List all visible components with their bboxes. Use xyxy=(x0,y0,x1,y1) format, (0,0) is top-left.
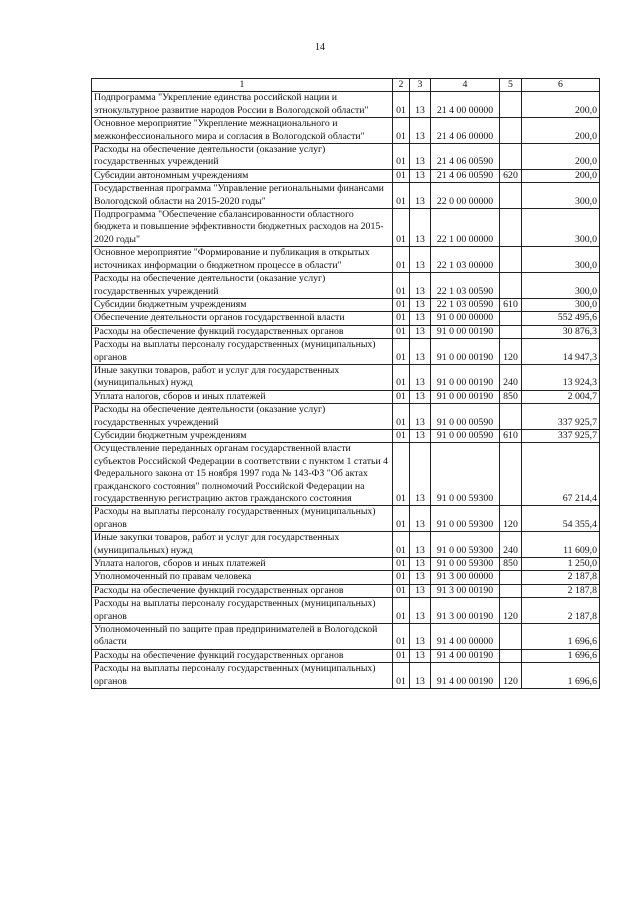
budget-table xyxy=(91,78,600,689)
subsection-code-cell: 13 xyxy=(410,118,431,144)
row-name-cell: Иные закупки товаров, работ и услуг для государственных (муниципальных) нужд xyxy=(92,532,393,558)
subsection-code-cell: 13 xyxy=(410,339,431,365)
subsection-code-cell: 13 xyxy=(410,390,431,403)
table-row xyxy=(92,339,600,365)
subsection-code-cell: 13 xyxy=(410,571,431,584)
expense-type-cell xyxy=(500,183,522,209)
table-row xyxy=(92,209,600,247)
target-article-cell: 91 4 00 00190 xyxy=(431,663,500,689)
page-number: 14 xyxy=(315,42,325,53)
amount-cell: 13 924,3 xyxy=(522,364,600,390)
row-name-cell: Расходы на выплаты персоналу государственных (муниципальных) органов xyxy=(92,339,393,365)
table-row xyxy=(92,663,600,689)
subsection-code-cell: 13 xyxy=(410,144,431,170)
amount-cell: 54 355,4 xyxy=(522,506,600,532)
amount-cell: 200,0 xyxy=(522,118,600,144)
section-code-cell: 01 xyxy=(393,404,410,430)
target-article-cell: 91 0 00 00190 xyxy=(431,339,500,365)
subsection-code-cell: 13 xyxy=(410,429,431,442)
table-row xyxy=(92,649,600,662)
section-code-cell: 01 xyxy=(393,298,410,311)
subsection-code-cell: 13 xyxy=(410,663,431,689)
subsection-code-cell: 13 xyxy=(410,404,431,430)
table-row xyxy=(92,443,600,506)
expense-type-cell xyxy=(500,247,522,273)
target-article-cell: 91 0 00 59300 xyxy=(431,443,500,506)
target-article-cell: 91 0 00 00190 xyxy=(431,390,500,403)
amount-cell: 14 947,3 xyxy=(522,339,600,365)
amount-cell: 300,0 xyxy=(522,298,600,311)
expense-type-cell xyxy=(500,325,522,338)
target-article-cell: 91 4 00 00190 xyxy=(431,649,500,662)
section-code-cell: 01 xyxy=(393,598,410,624)
section-code-cell: 01 xyxy=(393,429,410,442)
amount-cell: 200,0 xyxy=(522,169,600,182)
row-name-cell: Государственная программа "Управление региональными финансами Вологодской области на 2015-2020 годы" xyxy=(92,183,393,209)
column-header: 1 xyxy=(92,79,393,92)
expense-type-cell xyxy=(500,649,522,662)
target-article-cell: 91 3 00 00190 xyxy=(431,584,500,597)
table-row xyxy=(92,169,600,182)
subsection-code-cell: 13 xyxy=(410,624,431,650)
target-article-cell: 91 0 00 00000 xyxy=(431,312,500,325)
target-article-cell: 91 0 00 00590 xyxy=(431,429,500,442)
target-article-cell: 22 0 00 00000 xyxy=(431,183,500,209)
subsection-code-cell: 13 xyxy=(410,298,431,311)
subsection-code-cell: 13 xyxy=(410,312,431,325)
expense-type-cell: 120 xyxy=(500,506,522,532)
expense-type-cell: 850 xyxy=(500,558,522,571)
section-code-cell: 01 xyxy=(393,209,410,247)
target-article-cell: 91 0 00 59300 xyxy=(431,532,500,558)
target-article-cell: 91 0 00 00590 xyxy=(431,404,500,430)
section-code-cell: 01 xyxy=(393,390,410,403)
table-row xyxy=(92,92,600,118)
amount-cell: 1 250,0 xyxy=(522,558,600,571)
table-row xyxy=(92,390,600,403)
amount-cell: 200,0 xyxy=(522,92,600,118)
expense-type-cell: 120 xyxy=(500,339,522,365)
amount-cell: 552 495,6 xyxy=(522,312,600,325)
expense-type-cell: 240 xyxy=(500,532,522,558)
amount-cell: 300,0 xyxy=(522,209,600,247)
row-name-cell: Расходы на обеспечение функций государственных органов xyxy=(92,325,393,338)
table-header-row xyxy=(92,79,600,92)
table-row xyxy=(92,273,600,299)
amount-cell: 337 925,7 xyxy=(522,404,600,430)
row-name-cell: Расходы на обеспечение деятельности (оказание услуг) государственных учреждений xyxy=(92,273,393,299)
section-code-cell: 01 xyxy=(393,571,410,584)
expense-type-cell xyxy=(500,312,522,325)
amount-cell: 11 609,0 xyxy=(522,532,600,558)
row-name-cell: Основное мероприятие "Формирование и публикация в открытых источниках информации о бюджетном процессе в области" xyxy=(92,247,393,273)
section-code-cell: 01 xyxy=(393,649,410,662)
amount-cell: 200,0 xyxy=(522,144,600,170)
target-article-cell: 91 3 00 00190 xyxy=(431,598,500,624)
expense-type-cell: 240 xyxy=(500,364,522,390)
subsection-code-cell: 13 xyxy=(410,598,431,624)
table-row xyxy=(92,532,600,558)
amount-cell: 1 696,6 xyxy=(522,649,600,662)
row-name-cell: Субсидии автономным учреждениям xyxy=(92,169,393,182)
target-article-cell: 22 1 03 00590 xyxy=(431,298,500,311)
expense-type-cell xyxy=(500,584,522,597)
target-article-cell: 22 1 03 00590 xyxy=(431,273,500,299)
section-code-cell: 01 xyxy=(393,273,410,299)
section-code-cell: 01 xyxy=(393,443,410,506)
amount-cell: 2 187,8 xyxy=(522,571,600,584)
expense-type-cell: 120 xyxy=(500,598,522,624)
table-body xyxy=(92,92,600,689)
table-row xyxy=(92,364,600,390)
expense-type-cell xyxy=(500,273,522,299)
subsection-code-cell: 13 xyxy=(410,273,431,299)
expense-type-cell xyxy=(500,144,522,170)
table-row xyxy=(92,404,600,430)
subsection-code-cell: 13 xyxy=(410,443,431,506)
row-name-cell: Уполномоченный по правам человека xyxy=(92,571,393,584)
expense-type-cell xyxy=(500,92,522,118)
amount-cell: 2 187,8 xyxy=(522,598,600,624)
target-article-cell: 21 4 06 00000 xyxy=(431,118,500,144)
expense-type-cell xyxy=(500,571,522,584)
amount-cell: 1 696,6 xyxy=(522,624,600,650)
expense-type-cell: 620 xyxy=(500,169,522,182)
expense-type-cell: 120 xyxy=(500,663,522,689)
target-article-cell: 22 1 00 00000 xyxy=(431,209,500,247)
row-name-cell: Расходы на выплаты персоналу государственных (муниципальных) органов xyxy=(92,663,393,689)
target-article-cell: 91 4 00 00000 xyxy=(431,624,500,650)
section-code-cell: 01 xyxy=(393,247,410,273)
row-name-cell: Подпрограмма "Обеспечение сбалансированности областного бюджета и повышение эффективности бюджетных расходов на 2015-2020 годы" xyxy=(92,209,393,247)
section-code-cell: 01 xyxy=(393,92,410,118)
row-name-cell: Расходы на выплаты персоналу государственных (муниципальных) органов xyxy=(92,598,393,624)
subsection-code-cell: 13 xyxy=(410,364,431,390)
row-name-cell: Основное мероприятие "Укрепление межнационального и межконфессионального мира и согласия в Вологодской области" xyxy=(92,118,393,144)
row-name-cell: Субсидии бюджетным учреждениям xyxy=(92,298,393,311)
column-header: 5 xyxy=(500,79,522,92)
subsection-code-cell: 13 xyxy=(410,649,431,662)
column-header: 3 xyxy=(410,79,431,92)
row-name-cell: Расходы на обеспечение функций государственных органов xyxy=(92,584,393,597)
expense-type-cell: 610 xyxy=(500,429,522,442)
table-row xyxy=(92,144,600,170)
section-code-cell: 01 xyxy=(393,169,410,182)
amount-cell: 337 925,7 xyxy=(522,429,600,442)
column-header: 2 xyxy=(393,79,410,92)
table-row xyxy=(92,598,600,624)
section-code-cell: 01 xyxy=(393,558,410,571)
expense-type-cell: 610 xyxy=(500,298,522,311)
subsection-code-cell: 13 xyxy=(410,183,431,209)
section-code-cell: 01 xyxy=(393,584,410,597)
expense-type-cell xyxy=(500,624,522,650)
expense-type-cell: 850 xyxy=(500,390,522,403)
subsection-code-cell: 13 xyxy=(410,506,431,532)
section-code-cell: 01 xyxy=(393,364,410,390)
section-code-cell: 01 xyxy=(393,312,410,325)
subsection-code-cell: 13 xyxy=(410,92,431,118)
section-code-cell: 01 xyxy=(393,183,410,209)
target-article-cell: 91 0 00 00190 xyxy=(431,364,500,390)
row-name-cell: Обеспечение деятельности органов государственной власти xyxy=(92,312,393,325)
target-article-cell: 22 1 03 00000 xyxy=(431,247,500,273)
target-article-cell: 91 0 00 59300 xyxy=(431,506,500,532)
amount-cell: 2 004,7 xyxy=(522,390,600,403)
row-name-cell: Расходы на обеспечение функций государственных органов xyxy=(92,649,393,662)
row-name-cell: Уполномоченный по защите прав предпринимателей в Вологодской области xyxy=(92,624,393,650)
amount-cell: 300,0 xyxy=(522,247,600,273)
row-name-cell: Осуществление переданных органам государственной власти субъектов Российской Федерации в соответствии с пунктом 1 статьи 4 Федерального закона от 15 ноября 1997 года № 143-ФЗ "Об актах гражданского состояния" полномочий Российской Федерации на государственную регистрацию актов гражданского состояния xyxy=(92,443,393,506)
row-name-cell: Субсидии бюджетным учреждениям xyxy=(92,429,393,442)
section-code-cell: 01 xyxy=(393,624,410,650)
target-article-cell: 21 4 06 00590 xyxy=(431,169,500,182)
table-row xyxy=(92,506,600,532)
target-article-cell: 91 3 00 00000 xyxy=(431,571,500,584)
subsection-code-cell: 13 xyxy=(410,169,431,182)
expense-type-cell xyxy=(500,209,522,247)
table-row xyxy=(92,429,600,442)
table-row xyxy=(92,325,600,338)
section-code-cell: 01 xyxy=(393,325,410,338)
table-row xyxy=(92,558,600,571)
table-row xyxy=(92,298,600,311)
subsection-code-cell: 13 xyxy=(410,209,431,247)
amount-cell: 300,0 xyxy=(522,183,600,209)
subsection-code-cell: 13 xyxy=(410,325,431,338)
amount-cell: 67 214,4 xyxy=(522,443,600,506)
subsection-code-cell: 13 xyxy=(410,584,431,597)
expense-type-cell xyxy=(500,443,522,506)
expense-type-cell xyxy=(500,118,522,144)
row-name-cell: Расходы на обеспечение деятельности (оказание услуг) государственных учреждений xyxy=(92,404,393,430)
target-article-cell: 91 0 00 00190 xyxy=(431,325,500,338)
target-article-cell: 21 4 00 00000 xyxy=(431,92,500,118)
amount-cell: 300,0 xyxy=(522,273,600,299)
table-row xyxy=(92,571,600,584)
row-name-cell: Расходы на обеспечение деятельности (оказание услуг) государственных учреждений xyxy=(92,144,393,170)
row-name-cell: Подпрограмма "Укрепление единства российской нации и этнокультурное развитие народов России в Вологодской области" xyxy=(92,92,393,118)
row-name-cell: Уплата налогов, сборов и иных платежей xyxy=(92,558,393,571)
subsection-code-cell: 13 xyxy=(410,247,431,273)
section-code-cell: 01 xyxy=(393,144,410,170)
column-header: 4 xyxy=(431,79,500,92)
section-code-cell: 01 xyxy=(393,118,410,144)
row-name-cell: Расходы на выплаты персоналу государственных (муниципальных) органов xyxy=(92,506,393,532)
section-code-cell: 01 xyxy=(393,663,410,689)
amount-cell: 1 696,6 xyxy=(522,663,600,689)
row-name-cell: Уплата налогов, сборов и иных платежей xyxy=(92,390,393,403)
target-article-cell: 21 4 06 00590 xyxy=(431,144,500,170)
table-row xyxy=(92,624,600,650)
column-header: 6 xyxy=(522,79,600,92)
row-name-cell: Иные закупки товаров, работ и услуг для государственных (муниципальных) нужд xyxy=(92,364,393,390)
table-row xyxy=(92,584,600,597)
subsection-code-cell: 13 xyxy=(410,558,431,571)
table-row xyxy=(92,312,600,325)
section-code-cell: 01 xyxy=(393,506,410,532)
table-row xyxy=(92,118,600,144)
subsection-code-cell: 13 xyxy=(410,532,431,558)
table-row xyxy=(92,247,600,273)
amount-cell: 2 187,8 xyxy=(522,584,600,597)
section-code-cell: 01 xyxy=(393,339,410,365)
section-code-cell: 01 xyxy=(393,532,410,558)
expense-type-cell xyxy=(500,404,522,430)
amount-cell: 30 876,3 xyxy=(522,325,600,338)
target-article-cell: 91 0 00 59300 xyxy=(431,558,500,571)
table-row xyxy=(92,183,600,209)
